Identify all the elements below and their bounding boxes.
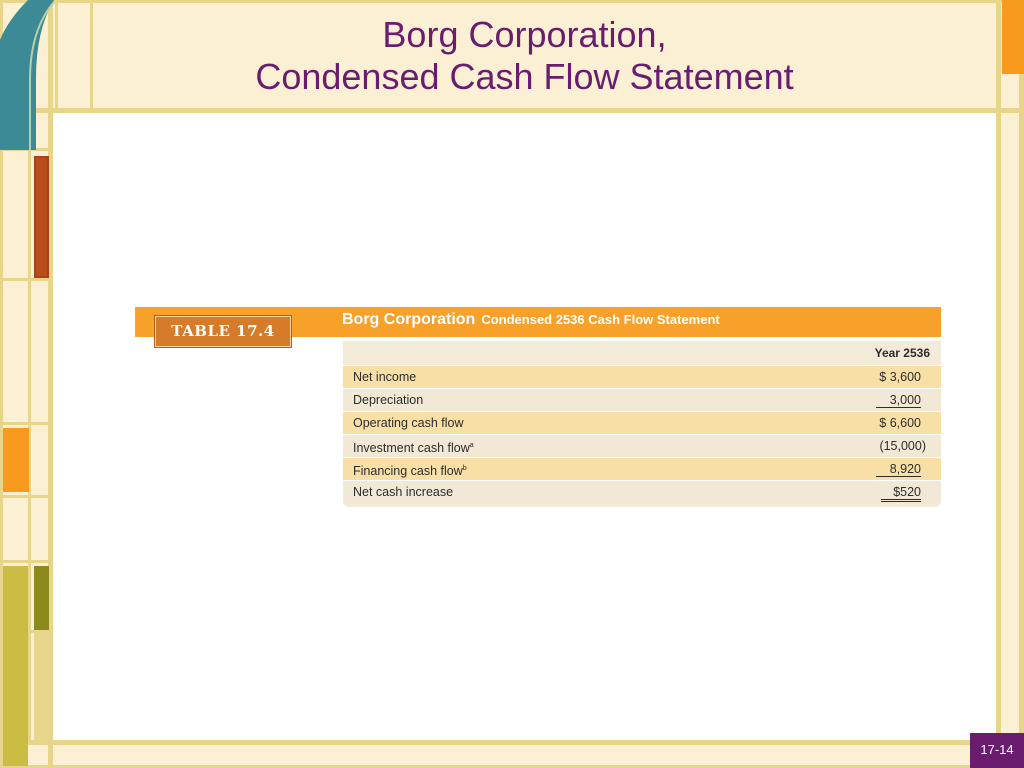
row-value: 3,000 bbox=[876, 389, 921, 411]
table-row-depreciation bbox=[343, 388, 941, 411]
table-title bbox=[342, 311, 720, 335]
row-value: 8,920 bbox=[876, 458, 921, 480]
table-row-financing-cash-flow bbox=[343, 457, 941, 480]
footnote-marker: a bbox=[469, 442, 474, 449]
table-row-net-income bbox=[343, 365, 941, 388]
row-label: Operating cash flow bbox=[353, 416, 464, 430]
page-number: 17-14 bbox=[970, 733, 1024, 768]
row-value: $ 6,600 bbox=[879, 416, 921, 430]
slide-title bbox=[53, 14, 996, 98]
row-label: Investment cash flow$^a$ bbox=[353, 441, 474, 455]
row-value: $520 bbox=[881, 481, 921, 503]
teal-arc bbox=[0, 0, 54, 150]
row-label: Depreciation bbox=[353, 393, 424, 407]
footnote-marker: b bbox=[462, 465, 467, 472]
cash-flow-table bbox=[343, 341, 941, 507]
table-row-operating-cash-flow bbox=[343, 411, 941, 434]
row-value: $ 3,600 bbox=[879, 370, 921, 384]
row-value: (15,000) bbox=[879, 439, 926, 453]
row-label: Net cash increase bbox=[353, 485, 454, 499]
table-row-net-cash-increase bbox=[343, 480, 941, 503]
table-subtitle: Condensed 2536 Cash Flow Statement bbox=[481, 312, 720, 327]
table-company-name: Borg Corporation bbox=[342, 311, 476, 328]
table-row-investment-cash-flow bbox=[343, 434, 941, 457]
table-number-label: TABLE 17.4 bbox=[155, 316, 291, 347]
row-label: Financing cash flow$^b$ bbox=[353, 464, 467, 478]
slide-title-line-2: Condensed Cash Flow Statement bbox=[255, 56, 794, 97]
row-label: Net income bbox=[353, 370, 417, 384]
column-header-year: Year 2536 bbox=[343, 341, 941, 365]
slide-title-line-1: Borg Corporation, bbox=[382, 14, 667, 55]
